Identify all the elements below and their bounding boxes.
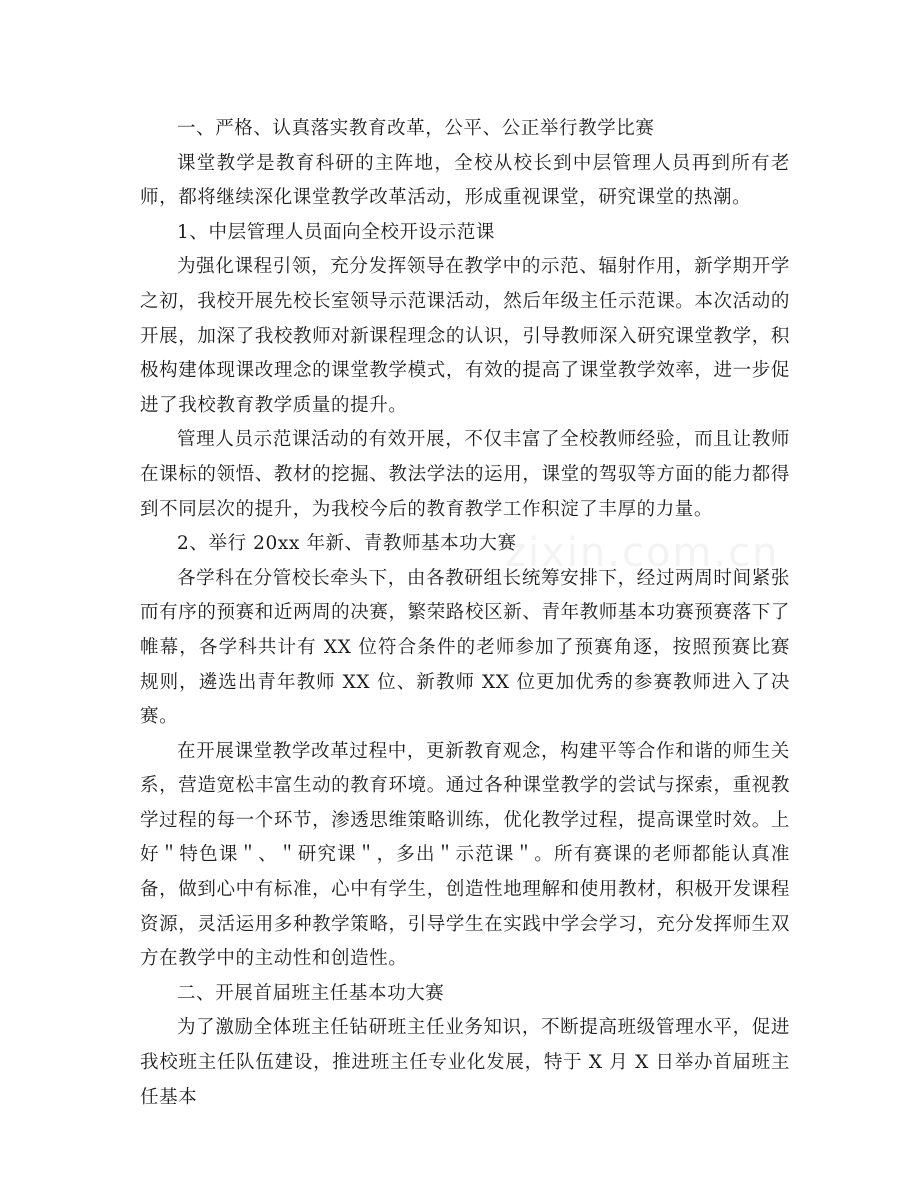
section-heading-1: 一、严格、认真落实教育改革，公平、公正举行教学比赛 (177, 118, 655, 139)
paragraph: 为强化课程引领，充分发挥领导在教学中的示范、辐射作用，新学期开学之初，我校开展先校长室领导示范课活动，然后年级主任示范课。本次活动的开展，加深了我校教师对新课程理念的认识，引导教师深入研究课堂教学，积极构建体现课改理念的课堂教学模式，有效的提高了课堂教学效率，进一步促进了我校教育教学质量的提升。 (140, 256, 790, 416)
subsection-heading-2: 2、举行 20xx 年新、青教师基本功大赛 (177, 533, 517, 555)
paragraph: 为了激励全体班主任钻研班主任业务知识，不断提高班级管理水平，促进我校班主任队伍建设，推进班主任专业化发展，特于 X 月 X 日举办首届班主任基本 (140, 1017, 790, 1108)
paragraph: 在开展课堂教学改革过程中，更新教育观念，构建平等合作和谐的师生关系，营造宽松丰富生动的教育环境。通过各种课堂教学的尝试与探索，重视教学过程的每一个环节，渗透思维策略训练，优化教学过程，提高课堂时效。上好＂特色课＂、＂研究课＂，多出＂示范课＂。所有赛课的老师都能认真准备，做到心中有标准，心中有学生，创造性地理解和使用教材，积极开发课程资源，灵活运用多种教学策略，引导学生在实践中学会学习，充分发挥师生双方在教学中的主动性和创造性。 (140, 740, 790, 970)
section-heading-2: 二、开展首届班主任基本功大赛 (177, 982, 445, 1004)
document-body (140, 112, 790, 1115)
paragraph: 管理人员示范课活动的有效开展，不仅丰富了全校教师经验，而且让教师在课标的领悟、教材的挖掘、教法学法的运用，课堂的驾驭等方面的能力都得到不同层次的提升，为我校今后的教育教学工作积淀了丰厚的力量。 (140, 429, 790, 520)
paragraph: 各学科在分管校长牵头下，由各教研组长统筹安排下，经过两周时间紧张而有序的预赛和近两周的决赛，繁荣路校区新、青年教师基本功赛预赛落下了帷幕，各学科共计有 XX 位符合条件的老师参加了预赛角逐，按照预赛比赛规则，遴选出青年教师 XX 位、新教师 XX 位更加优秀的参赛教师进入了决赛。 (140, 567, 790, 728)
paragraph: 课堂教学是教育科研的主阵地，全校从校长到中层管理人员再到所有老师，都将继续深化课堂教学改革活动，形成重视课堂，研究课堂的热潮。 (140, 152, 790, 209)
subsection-heading-1: 1、中层管理人员面向全校开设示范课 (177, 221, 495, 243)
watermark: zixin.com.cn (505, 530, 780, 576)
